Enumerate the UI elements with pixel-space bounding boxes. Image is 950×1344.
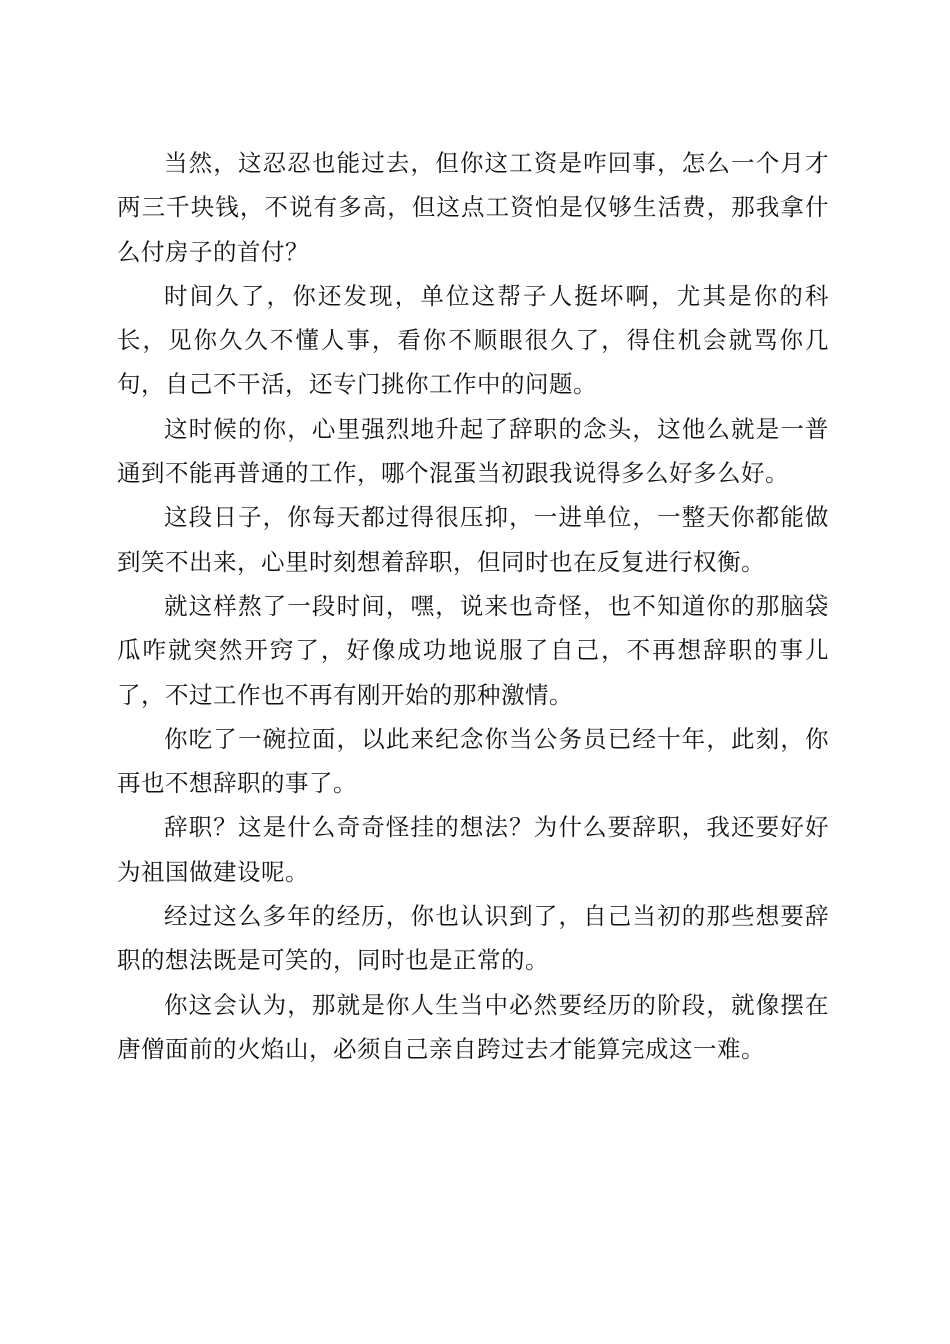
paragraph-4: 这段日子，你每天都过得很压抑，一进单位，一整天你都能做到笑不出来，心里时刻想着辞职，但同时也在反复进行权衡。	[117, 503, 829, 576]
paragraph-8: 经过这么多年的经历，你也认识到了，自己当初的那些想要辞职的想法既是可笑的，同时也是正常的。	[117, 902, 829, 975]
document-page	[117, 141, 829, 1071]
paragraph-6: 你吃了一碗拉面，以此来纪念你当公务员已经十年，此刻，你再也不想辞职的事了。	[117, 724, 829, 798]
paragraph-2: 时间久了，你还发现，单位这帮子人挺坏啊，尤其是你的科长，见你久久不懂人事，看你不顺眼很久了，得住机会就骂你几句，自己不干活，还专门挑你工作中的问题。	[117, 281, 829, 399]
paragraph-9: 你这会认为，那就是你人生当中必然要经历的阶段，就像摆在唐僧面前的火焰山，必须自己亲自跨过去才能算完成这一难。	[117, 990, 829, 1063]
paragraph-1: 当然，这忍忍也能过去，但你这工资是咋回事，怎么一个月才两三千块钱，不说有多高，但这点工资怕是仅够生活费，那我拿什么付房子的首付？	[117, 149, 829, 266]
paragraph-5: 就这样熬了一段时间，嘿，说来也奇怪，也不知道你的那脑袋瓜咋就突然开窍了，好像成功地说服了自己，不再想辞职的事儿了，不过工作也不再有刚开始的那种激情。	[117, 591, 829, 709]
paragraph-7: 辞职？这是什么奇奇怪挂的想法？为什么要辞职，我还要好好为祖国做建设呢。	[117, 813, 829, 886]
paragraph-3: 这时候的你，心里强烈地升起了辞职的念头，这他么就是一普通到不能再普通的工作，哪个混蛋当初跟我说得多么好多么好。	[117, 414, 829, 488]
